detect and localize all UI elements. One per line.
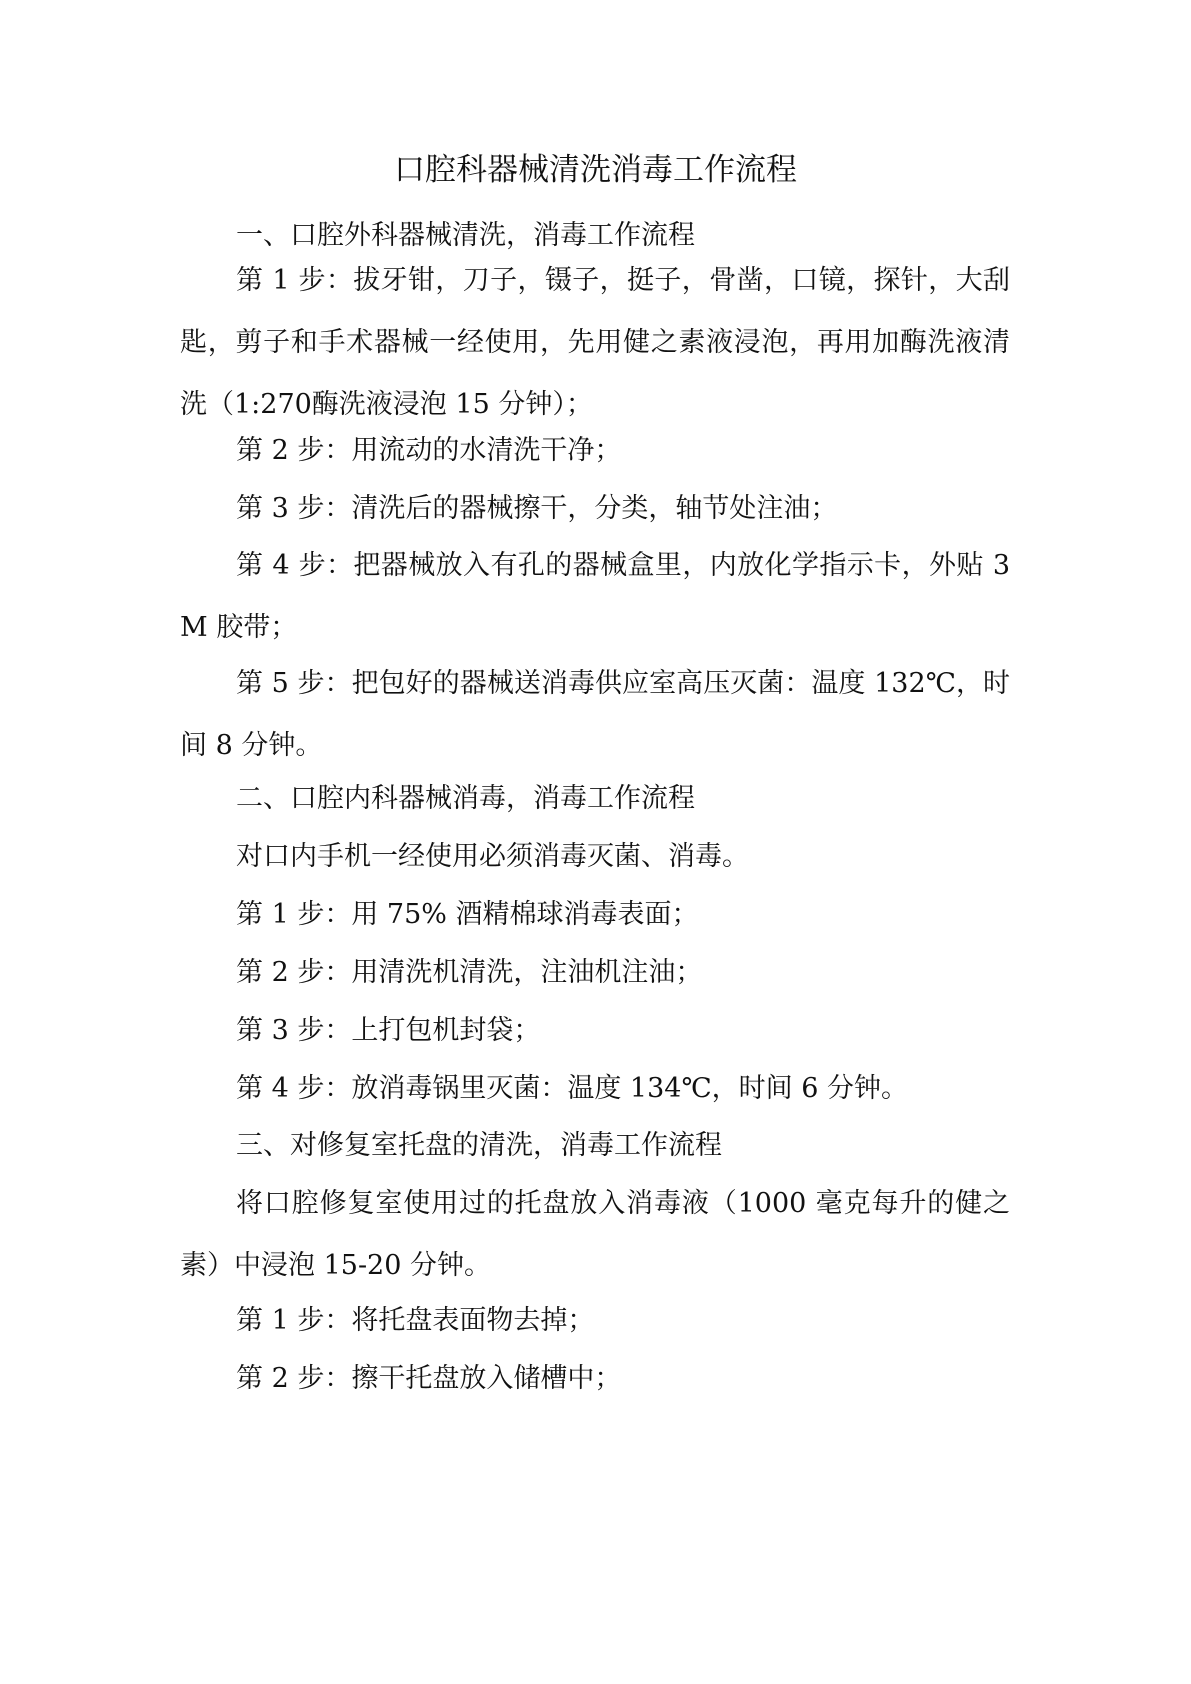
document-title: 口腔科器械清洗消毒工作流程	[394, 152, 797, 188]
paragraph-step: 第 4 步：把器械放入有孔的器械盒里，内放化学指示卡，外贴 3M 胶带；	[180, 550, 1010, 643]
paragraph-step: 第 3 步：上打包机封袋；	[236, 1015, 541, 1046]
paragraph-step: 第 3 步：清洗后的器械擦干，分类，轴节处注油；	[236, 493, 838, 524]
paragraph-step: 第 5 步：把包好的器械送消毒供应室高压灭菌：温度 132℃，时间 8 分钟。	[180, 668, 1010, 761]
paragraph-step: 第 1 步：用 75% 酒精棉球消毒表面；	[236, 899, 699, 930]
paragraph-step: 第 2 步：用流动的水清洗干净；	[236, 435, 622, 466]
paragraph-step: 第 1 步：拔牙钳，刀子，镊子，挺子，骨凿，口镜，探针，大刮匙，剪子和手术器械一经使用，先用健之素液浸泡，再用加酶洗液清洗（1:270酶洗液浸泡 15 分钟）；	[180, 265, 1010, 420]
paragraph-text: 对口内手机一经使用必须消毒灭菌、消毒。	[236, 841, 749, 872]
paragraph-step: 第 2 步：用清洗机清洗，注油机注油；	[236, 957, 703, 988]
section-heading-2: 二、口腔内科器械消毒，消毒工作流程	[236, 783, 695, 814]
paragraph-step: 第 1 步：将托盘表面物去掉；	[236, 1305, 595, 1336]
paragraph-step: 第 2 步：擦干托盘放入储槽中；	[236, 1363, 622, 1394]
section-heading-1: 一、口腔外科器械清洗，消毒工作流程	[236, 220, 695, 251]
paragraph-step: 第 4 步：放消毒锅里灭菌：温度 134℃，时间 6 分钟。	[236, 1073, 909, 1104]
section-heading-3: 三、对修复室托盘的清洗，消毒工作流程	[236, 1130, 722, 1161]
paragraph-text: 将口腔修复室使用过的托盘放入消毒液（1000 毫克每升的健之素）中浸泡 15-20 分钟。	[180, 1188, 1010, 1281]
